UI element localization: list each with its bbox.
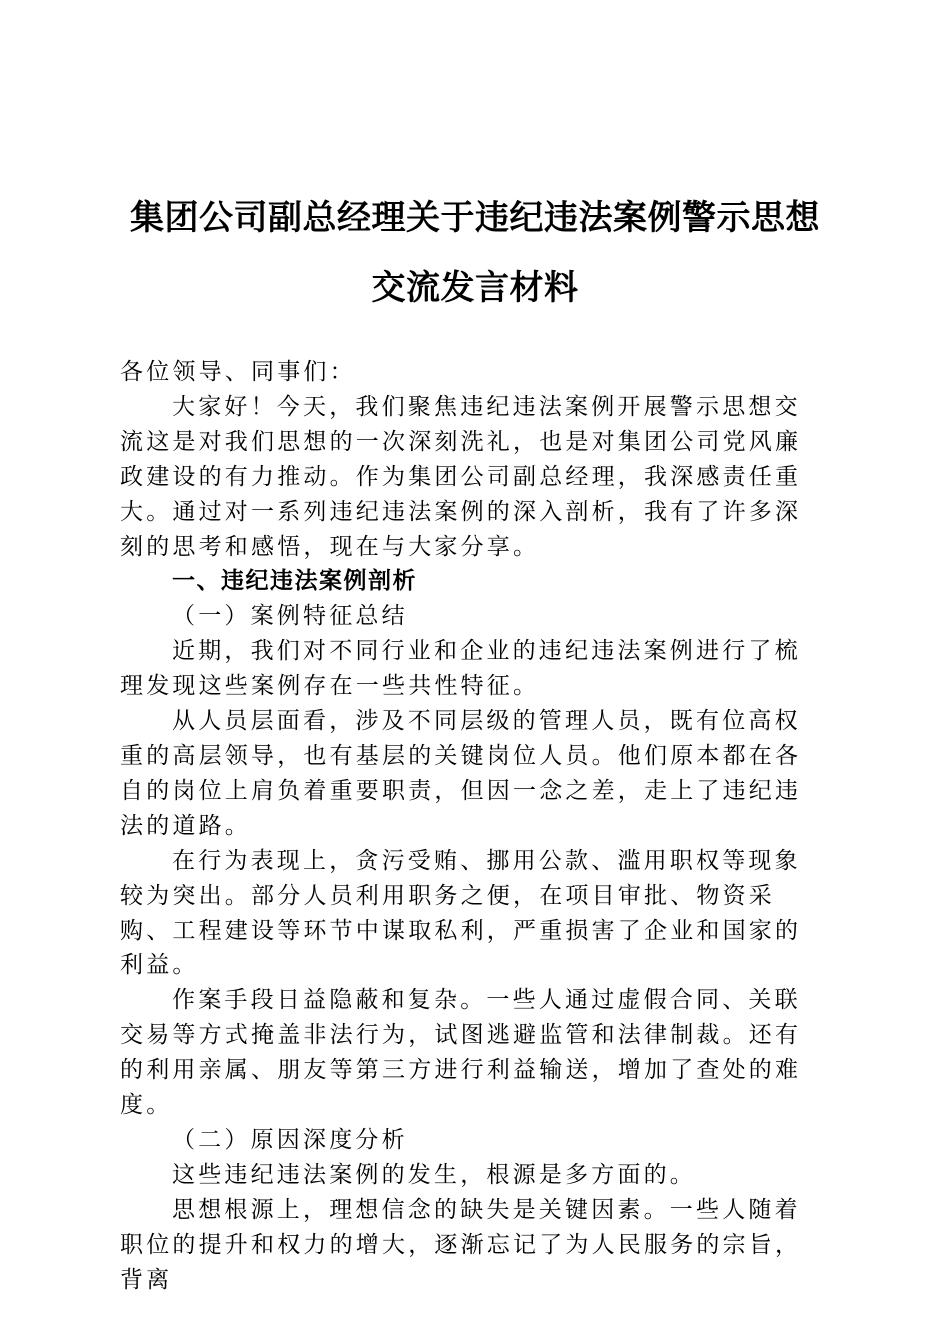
document-title-line-1: 集团公司副总经理关于违纪违法案例警示思想 <box>130 198 820 238</box>
document-body <box>120 355 825 1297</box>
salutation: 各位领导、同事们： <box>120 359 356 385</box>
section-heading-1: 一、违纪违法案例剖析 <box>172 568 417 595</box>
paragraph: 近期，我们对不同行业和企业的违纪违法案例进行了梳理发现这些案例存在一些共性特征。 <box>120 638 801 700</box>
paragraph: 在行为表现上，贪污受贿、挪用公款、滥用职权等现象较为突出。部分人员利用职务之便，在项目审批、物资采购、工程建设等环节中谋取私利，严重损害了企业和国家的利益。 <box>120 847 802 979</box>
paragraph-intro: 大家好！今天，我们聚焦违纪违法案例开展警示思想交流这是对我们思想的一次深刻洗礼，也是对集团公司党风廉政建设的有力推动。作为集团公司副总经理，我深感责任重大。通过对一系列违纪违法案例的深入剖析，我有了许多深刻的思考和感悟，现在与大家分享。 <box>120 393 802 560</box>
paragraph: 从人员层面看，涉及不同层级的管理人员，既有位高权重的高层领导，也有基层的关键岗位人员。他们原本都在各自的岗位上肩负着重要职责，但因一念之差，走上了违纪违法的道路。 <box>120 708 802 839</box>
paragraph: 思想根源上，理想信念的缺失是关键因素。一些人随着职位的提升和权力的增大，逐渐忘记了为人民服务的宗旨，背离 <box>120 1196 802 1293</box>
subsection-heading-2: （二）原因深度分析 <box>172 1126 408 1153</box>
paragraph: 这些违纪违法案例的发生，根源是多方面的。 <box>172 1161 696 1188</box>
paragraph: 作案手段日益隐蔽和复杂。一些人通过虚假合同、关联交易等方式掩盖非法行为，试图逃避监管和法律制裁。还有的利用亲属、朋友等第三方进行利益输送，增加了查处的难度。 <box>120 987 802 1119</box>
document-title-line-2: 交流发言材料 <box>371 268 579 308</box>
subsection-heading-1: （一）案例特征总结 <box>172 603 408 630</box>
